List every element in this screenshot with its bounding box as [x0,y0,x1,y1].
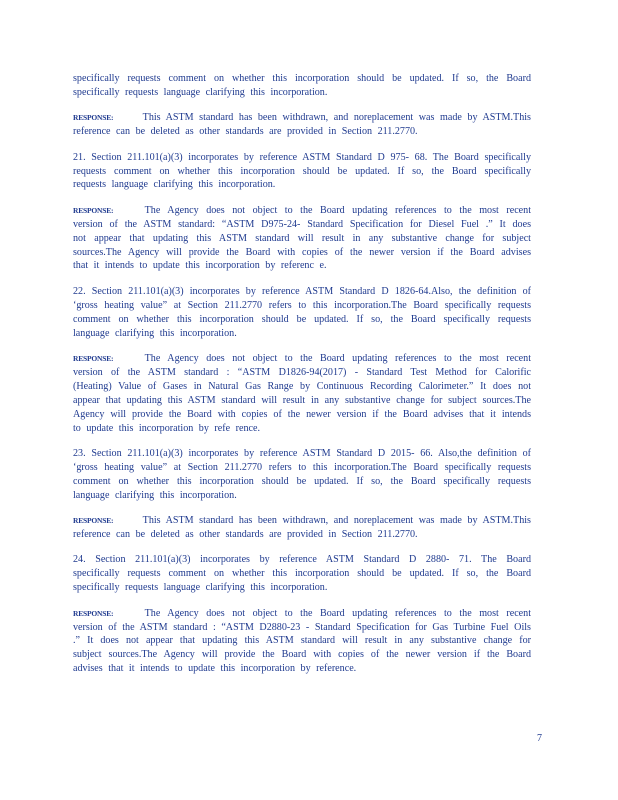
paragraph-text: 24. Section 211.101(a)(3) incorporates by reference ASTM Standard D 2880- 71. The Board specifically requests comment on whether this incorporation should be updated. If so, the Board specifically requests language clarifying this incorporation. [73,554,531,594]
paragraph-text: The Agency does not object to the Board updating references to the most recent version of the ASTM standard : “ASTM D1826-94(2017) - Standard Test Method for Calorific (Heating) Value of Gases in Natural Gas Range by Continuous Recording Calorimeter.” It does not appear that updating this ASTM standard will result in any substantive change for subject sources.The Agency will provide the Board with copies of the newer version if the Board advises that it intends to update this incorporation by refe rence. [73,353,532,434]
comment-paragraph [73,72,531,100]
response-label: RESPONSE: [73,205,114,215]
response-label: RESPONSE: [73,113,114,123]
document-body [73,72,531,688]
paragraph-text: This ASTM standard has been withdrawn, and noreplacement was made by ASTM.This reference can be deleted as other standards are provided in Section 211.2770. [73,515,531,540]
paragraph-text: 21. Section 211.101(a)(3) incorporates by reference ASTM Standard D 975- 68. The Board specifically requests comment on whether this incorporation should be updated. If so, the Board specifically requests language clarifying this incorporation. [73,151,531,191]
paragraph-text: The Agency does not object to the Board updating references to the most recent version of the ASTM standard: “ASTM D975-24- Standard Specification for Diesel Fuel .” It does not appear that updating this ASTM standard will result in any substantive change for subject sources.The Agency will provide the Board with copies of the newer version if the Board advises that it intends to update this incorporation by referenc e. [73,204,532,272]
response-label: RESPONSE: [73,354,114,363]
comment-paragraph [73,151,531,193]
response-label: RESPONSE: [73,516,114,526]
comment-paragraph [73,285,531,341]
paragraph-text: 22. Section 211.101(a)(3) incorporates by reference ASTM Standard D 1826-64.Also, the definition of ‘gross heating value” at Section 211.2770 refers to this incorporation.The Board specifically requests comment on whether this incorporation should be updated. If so, the Board specifically requests language clarifying this incorporation. [73,285,531,339]
paragraph-text: 23. Section 211.101(a)(3) incorporates by reference ASTM Standard D 2015- 66. Also,the definition of ‘gross heating value” at Section 211.2770 refers to this incorporation.The Board specifically requests comment on whether this incorporation should be updated. If so, the Board specifically requests language clarifying this incorporation. [73,447,531,501]
paragraph-text: specifically requests comment on whether this incorporation should be updated. If so, the Board specifically requests language clarifying this incorporation. [73,73,531,98]
paragraph-text: This ASTM standard has been withdrawn, and noreplacement was made by ASTM.This reference can be deleted as other standards are provided in Section 211.2770. [73,112,531,138]
response-paragraph [73,352,531,435]
response-label: RESPONSE: [73,608,114,618]
response-paragraph [73,111,531,139]
page-number: 7 [537,733,542,744]
comment-paragraph [73,447,531,503]
comment-paragraph [73,553,531,595]
response-paragraph [73,514,531,542]
paragraph-text: The Agency does not object to the Board updating references to the most recent version of the ASTM standard : “ASTM D2880-23 - Standard Specification for Gas Turbine Fuel Oils .” It does not appear that updating this ASTM standard will result in any substantive change for subject sources.The Agency will provide the Board with copies of the newer version if the Board advises that it intends to update this incorporation by reference. [73,607,532,675]
response-paragraph [73,204,531,274]
response-paragraph [73,607,531,677]
